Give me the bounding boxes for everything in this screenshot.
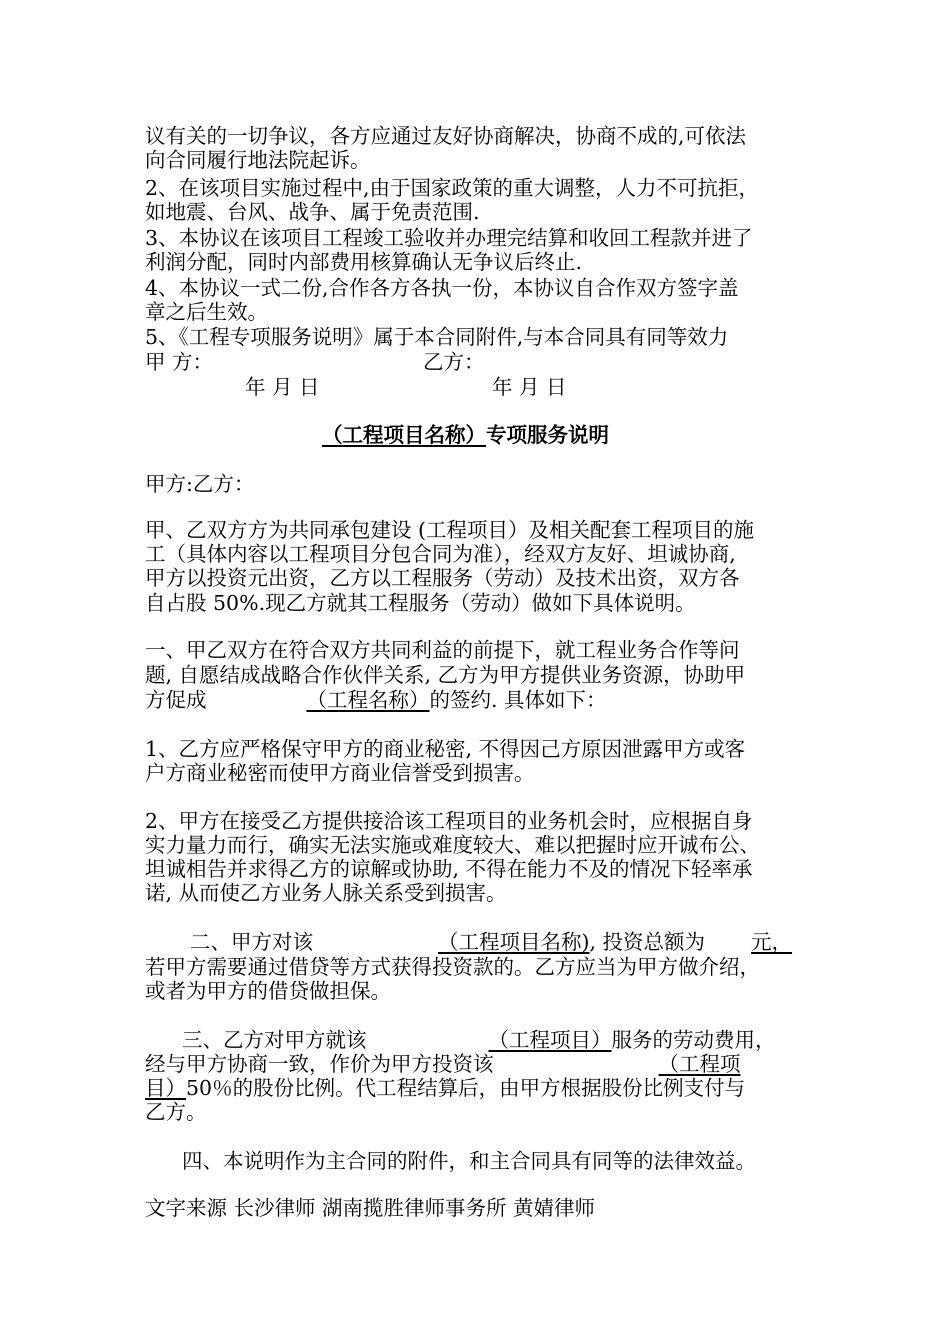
signature-date-b: 年 月 日	[492, 375, 567, 399]
blank-label: （工程项目名称)	[438, 930, 590, 954]
text-line: 诺, 从而使乙方业务人脉关系受到损害。	[145, 881, 507, 905]
project-name-blank	[207, 688, 430, 712]
text-line	[145, 1076, 745, 1100]
text-line	[182, 1028, 776, 1052]
text-line: 3、本协议在该项目工程竣工验收并办理完结算和收回工程款并进了	[145, 226, 753, 250]
blank-label: 元，	[751, 930, 793, 954]
text-fragment: , 投资总额为	[589, 930, 706, 954]
text-line: 2、在该项目实施过程中,由于国家政策的重大调整，人力不可抗拒，	[145, 176, 760, 200]
text-line: 利润分配，同时内部费用核算确认无争议后终止.	[145, 250, 583, 274]
text-line: 章之后生效。	[145, 300, 268, 324]
signature-party-b: 乙方：	[423, 350, 485, 374]
project-blank	[494, 1052, 741, 1076]
blank-label: （工程名称）	[306, 688, 430, 712]
text-line: 一、甲乙双方在符合双方共同利益的前提下，就工程业务合作等问	[145, 638, 740, 662]
text-line: 四、本说明作为主合同的附件，和主合同具有同等的法律效益。	[182, 1149, 756, 1173]
appendix-title	[322, 423, 609, 447]
text-line: 议有关的一切争议，各方应通过友好协商解决，协商不成的,可依法	[145, 124, 747, 148]
text-line: 题, 自愿结成战略合作伙伴关系, 乙方为甲方提供业务资源，协助甲	[145, 663, 746, 687]
text-line: 乙方。	[145, 1100, 207, 1124]
text-line: 向合同履行地法院起诉。	[145, 148, 371, 172]
appendix-title-project: （工程项目名称）	[322, 423, 486, 447]
blank-label: （工程项	[658, 1052, 741, 1076]
text-line: 4、本协议一式二份,合作各方各执一份，本协议自合作双方签字盖	[145, 276, 739, 300]
text-line: 1、乙方应严格保守甲方的商业秘密, 不得因己方原因泄露甲方或客	[145, 737, 746, 761]
text-fragment: 服务的劳动费用，	[611, 1028, 776, 1052]
appendix-parties: 甲方:乙方：	[145, 472, 255, 496]
text-fragment: 二、甲方对该	[190, 930, 313, 954]
text-line: 若甲方需要通过借贷等方式获得投资款的。乙方应当为甲方做介绍，	[145, 955, 760, 979]
text-line	[145, 1052, 741, 1076]
text-line: 甲方以投资元出资，乙方以工程服务（劳动）及技术出资，双方各	[145, 566, 740, 590]
text-line: 或者为甲方的借贷做担保。	[145, 979, 391, 1003]
text-line: 甲、乙双方方为共同承包建设 (工程项目）及相关配套工程项目的施	[145, 518, 755, 542]
source-credit: 文字来源 长沙律师 湖南揽胜律师事务所 黄婧律师	[145, 1196, 596, 1220]
text-line: 实力量力而行，确实无法实施或难度较大、难以把握时应开诚布公、	[145, 833, 760, 857]
blank-label: （工程项目）	[488, 1028, 612, 1052]
text-line: 自占股 50%.现乙方就其工程服务（劳动）做如下具体说明。	[145, 591, 696, 615]
text-line	[145, 688, 607, 712]
project-blank-continued: 目）	[145, 1076, 186, 1100]
project-blank	[367, 1028, 612, 1052]
signature-party-a: 甲 方：	[145, 350, 214, 374]
text-line: 工（具体内容以工程项目分包合同为准），经双方友好、坦诚协商,	[145, 542, 736, 566]
text-line	[190, 930, 792, 954]
signature-date-a: 年 月 日	[245, 375, 320, 399]
appendix-title-rest: 专项服务说明	[486, 423, 609, 447]
text-line: 户方商业秘密而使甲方商业信誉受到损害。	[145, 761, 535, 785]
amount-blank	[705, 930, 792, 954]
text-line: 坦诚相告并求得乙方的谅解或协助, 不得在能力不及的情况下轻率承	[145, 857, 753, 881]
project-name-blank	[313, 930, 590, 954]
text-line: 2、甲方在接受乙方提供接洽该工程项目的业务机会时，应根据自身	[145, 809, 753, 833]
text-fragment: 50％的股份比例。代工程结算后，由甲方根据股份比例支付与	[186, 1076, 746, 1100]
text-fragment: 的签约. 具体如下：	[429, 688, 607, 712]
text-fragment: 方促成	[145, 688, 207, 712]
text-line: 如地震、台风、战争、属于免责范围.	[145, 200, 480, 224]
text-fragment: 三、乙方对甲方就该	[182, 1028, 367, 1052]
text-line: 5、《工程专项服务说明》属于本合同附件,与本合同具有同等效力	[145, 325, 729, 349]
text-fragment: 经与甲方协商一致，作价为甲方投资该	[145, 1052, 494, 1076]
